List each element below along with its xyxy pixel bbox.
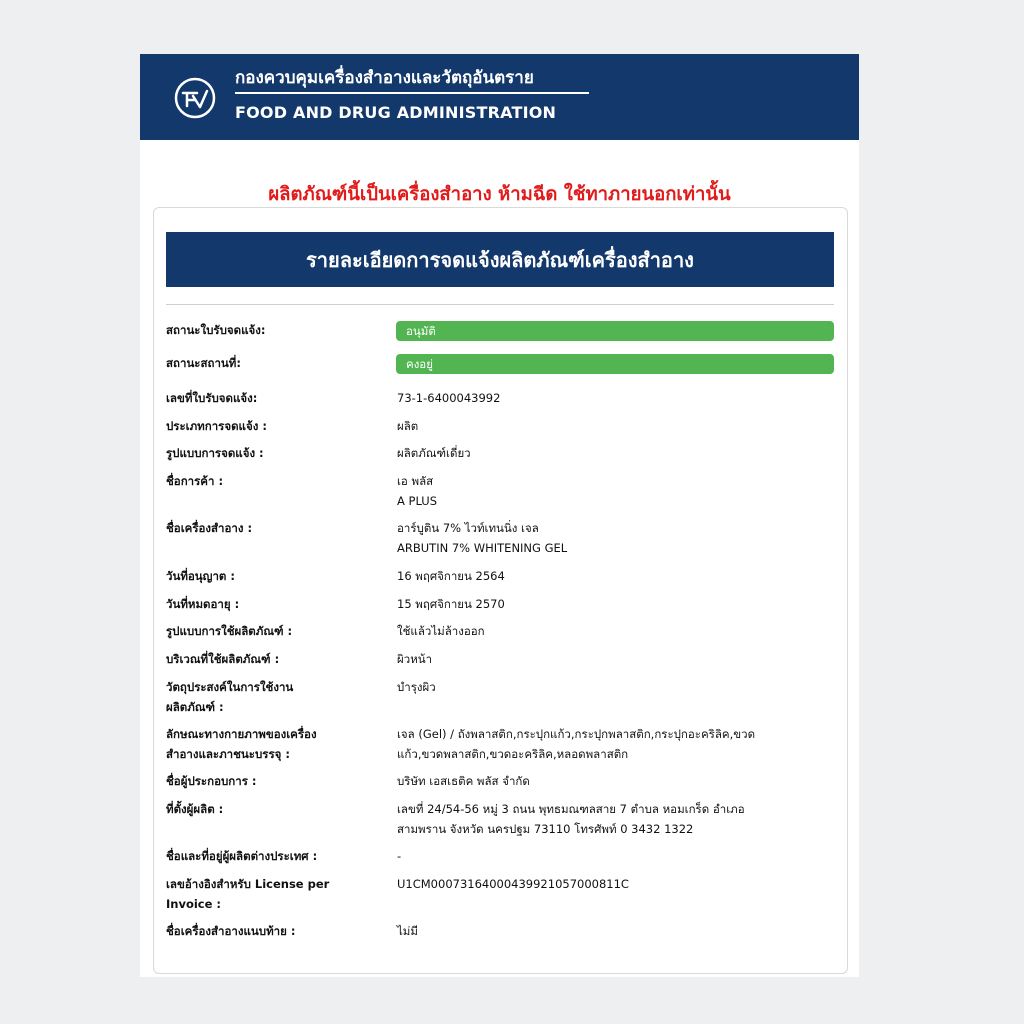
status-badge-active: คงอยู่ (396, 354, 834, 374)
field-label: วันที่อนุญาต : (166, 569, 235, 583)
card-title: รายละเอียดการจดแจ้งผลิตภัณฑ์เครื่องสำอาง (166, 232, 834, 287)
fda-logo-icon (173, 76, 217, 120)
field-label: บริเวณที่ใช้ผลิตภัณฑ์ : (166, 652, 280, 666)
field-label: เลขอ้างอิงสำหรับ License per (166, 877, 330, 891)
warning-banner: ผลิตภัณฑ์นี้เป็นเครื่องสำอาง ห้ามฉีด ใช้ทาภายนอกเท่านั้น (268, 184, 731, 205)
field-label: เลขที่ใบรับจดแจ้ง: (166, 391, 258, 405)
field-value: ไม่มี (397, 924, 418, 938)
field-value: เลขที่ 24/54-56 หมู่ 3 ถนน พุทธมณฑลสาย 7 ตำบล หอมเกร็ด อำเภอ (397, 802, 745, 816)
field-label-line2: ผลิตภัณฑ์ : (166, 700, 224, 714)
field-value-line2: A PLUS (397, 494, 438, 508)
field-value: 15 พฤศจิกายน 2570 (397, 597, 505, 611)
field-value: ใช้แล้วไม่ล้างออก (397, 624, 485, 638)
field-value: อาร์บูติน 7% ไวท์เทนนิ่ง เจล (397, 521, 539, 535)
header-divider (235, 92, 589, 94)
field-value: ผิวหน้า (397, 652, 433, 666)
field-label: วันที่หมดอายุ : (166, 597, 240, 611)
field-value: บริษัท เอสเธติค พลัส จำกัด (397, 774, 530, 788)
field-value-line2: สามพราน จังหวัด นครปฐม 73110 โทรศัพท์ 0 3432 1322 (397, 822, 694, 836)
field-value: เจล (Gel) / ถังพลาสติก,กระปุกแก้ว,กระปุกพลาสติก,กระปุกอะคริลิค,ขวด (397, 727, 756, 741)
field-label: ชื่อและที่อยู่ผู้ผลิตต่างประเทศ : (166, 849, 318, 863)
field-label: ประเภทการจดแจ้ง : (166, 419, 267, 433)
field-label: ชื่อการค้า : (166, 474, 224, 488)
field-value: บำรุงผิว (397, 680, 436, 694)
field-value: เอ พลัส (397, 474, 434, 488)
page-header (140, 54, 859, 140)
status-badge-approved: อนุมัติ (396, 321, 834, 341)
field-value-line2: ARBUTIN 7% WHITENING GEL (397, 541, 568, 555)
field-label: ลักษณะทางกายภาพของเครื่อง (166, 727, 317, 741)
card-divider (166, 304, 834, 305)
field-label: สถานะใบรับจดแจ้ง: (166, 323, 266, 337)
field-label: รูปแบบการใช้ผลิตภัณฑ์ : (166, 624, 293, 638)
field-value: ผลิตภัณฑ์เดี่ยว (397, 446, 471, 460)
header-title-english: FOOD AND DRUG ADMINISTRATION (235, 103, 557, 122)
header-title-thai: กองควบคุมเครื่องสำอางและวัตถุอันตราย (235, 68, 534, 88)
field-value-line2: แก้ว,ขวดพลาสติก,ขวดอะคริลิค,หลอดพลาสติก (397, 747, 629, 761)
field-label: ชื่อเครื่องสำอาง : (166, 521, 253, 535)
field-value: U1CM00073164000439921057000811C (397, 877, 629, 891)
field-label-line2: สำอางและภาชนะบรรจุ : (166, 747, 290, 761)
field-value: 16 พฤศจิกายน 2564 (397, 569, 505, 583)
field-label: วัตถุประสงค์ในการใช้งาน (166, 680, 294, 694)
field-label: ชื่อเครื่องสำอางแนบท้าย : (166, 924, 296, 938)
fda-page (140, 54, 859, 977)
field-label-line2: Invoice : (166, 897, 222, 911)
field-value: 73-1-6400043992 (397, 391, 501, 405)
field-label: ชื่อผู้ประกอบการ : (166, 774, 257, 788)
field-value: - (397, 849, 402, 863)
field-value: ผลิต (397, 419, 419, 433)
field-label: ที่ตั้งผู้ผลิต : (166, 802, 224, 816)
field-label: สถานะสถานที่: (166, 356, 241, 370)
detail-card (153, 207, 848, 974)
field-label: รูปแบบการจดแจ้ง : (166, 446, 264, 460)
